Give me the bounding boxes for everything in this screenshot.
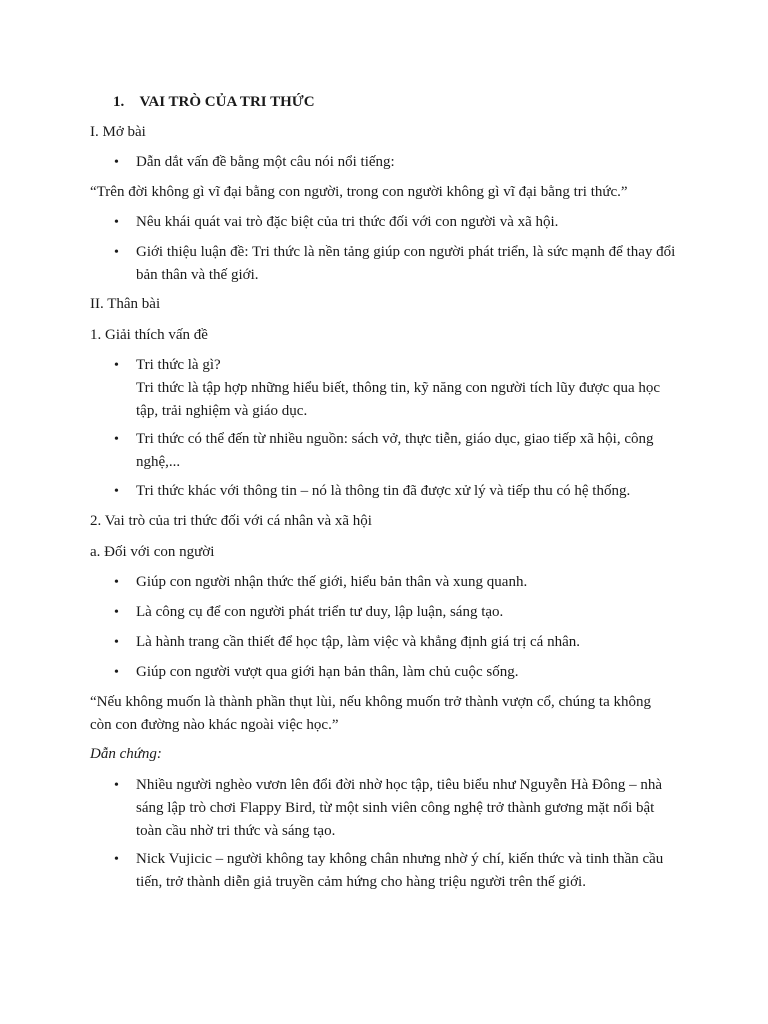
bullet-marker: • bbox=[114, 575, 119, 590]
quote-2-line-2: còn con đường nào khác ngoài việc học.” bbox=[90, 717, 339, 733]
list-item-text: tập, trải nghiệm và giáo dục. bbox=[136, 403, 308, 419]
bullet-marker: • bbox=[114, 778, 119, 793]
bullet-marker: • bbox=[114, 215, 119, 230]
list-item-text: Là hành trang cần thiết để học tập, làm việc và khẳng định giá trị cá nhân. bbox=[136, 634, 581, 650]
list-item-text: sáng lập trò chơi Flappy Bird, từ một sinh viên công nghệ trở thành gương mặt nổi bật bbox=[136, 800, 655, 816]
list-item-text: Giới thiệu luận đề: Tri thức là nền tảng giúp con người phát triển, là sức mạnh để thay đổi bbox=[136, 244, 676, 260]
bullet-marker: • bbox=[114, 665, 119, 680]
list-item-text: Tri thức là gì? bbox=[136, 357, 221, 373]
dan-chung-label: Dẫn chứng: bbox=[90, 746, 162, 762]
title-number: 1. bbox=[113, 94, 125, 110]
bullet-marker: • bbox=[114, 605, 119, 620]
quote-2-line-1: “Nếu không muốn là thành phần thụt lùi, nếu không muốn trở thành vượn cổ, chúng ta không bbox=[90, 694, 651, 710]
list-item-text: Giúp con người nhận thức thế giới, hiểu bản thân và xung quanh. bbox=[136, 574, 528, 590]
bullet-marker: • bbox=[114, 635, 119, 650]
bullet-marker: • bbox=[114, 358, 119, 373]
list-item-text: Nick Vujicic – người không tay không chân nhưng nhờ ý chí, kiến thức và tinh thần cầu bbox=[136, 851, 664, 867]
list-item-text: Dẫn dắt vấn đề bằng một câu nói nổi tiếng: bbox=[136, 154, 395, 170]
title-text: VAI TRÒ CỦA TRI THỨC bbox=[139, 94, 315, 110]
bullet-marker: • bbox=[114, 484, 119, 499]
list-item-text: Nhiều người nghèo vươn lên đổi đời nhờ học tập, tiêu biểu như Nguyễn Hà Đông – nhà bbox=[136, 777, 663, 793]
section-2-heading: 2. Vai trò của tri thức đối với cá nhân và xã hội bbox=[90, 513, 372, 529]
list-item-text: Tri thức là tập hợp những hiểu biết, thông tin, kỹ năng con người tích lũy được qua học bbox=[136, 380, 661, 396]
bullet-marker: • bbox=[114, 432, 119, 447]
document-title bbox=[113, 91, 315, 114]
list-item-text: bản thân và thế giới. bbox=[136, 267, 259, 283]
bullet-marker: • bbox=[114, 852, 119, 867]
list-item-text: toàn cầu nhờ tri thức và sáng tạo. bbox=[136, 823, 336, 839]
bullet-marker: • bbox=[114, 155, 119, 170]
list-item-text: Là công cụ để con người phát triển tư duy, lập luận, sáng tạo. bbox=[136, 604, 504, 620]
section-2a-heading: a. Đối với con người bbox=[90, 544, 215, 560]
list-item-text: Giúp con người vượt qua giới hạn bản thân, làm chủ cuộc sống. bbox=[136, 664, 519, 680]
section-1-heading: 1. Giải thích vấn đề bbox=[90, 327, 208, 343]
list-item-text: Tri thức khác với thông tin – nó là thông tin đã được xử lý và tiếp thu có hệ thống. bbox=[136, 483, 631, 499]
list-item-text: Nêu khái quát vai trò đặc biệt của tri thức đối với con người và xã hội. bbox=[136, 214, 559, 230]
list-item-text: Tri thức có thể đến từ nhiều nguồn: sách vở, thực tiễn, giáo dục, giao tiếp xã hội, công bbox=[136, 431, 654, 447]
than-bai-heading: II. Thân bài bbox=[90, 296, 161, 312]
quote-1: “Trên đời không gì vĩ đại bằng con người, trong con người không gì vĩ đại bằng tri thức.” bbox=[90, 184, 628, 200]
bullet-marker: • bbox=[114, 245, 119, 260]
list-item-text: nghệ,... bbox=[136, 454, 181, 470]
list-item-text: tiến, trở thành diễn giả truyền cảm hứng cho hàng triệu người trên thế giới. bbox=[136, 874, 586, 890]
mo-bai-heading: I. Mở bài bbox=[90, 124, 146, 140]
